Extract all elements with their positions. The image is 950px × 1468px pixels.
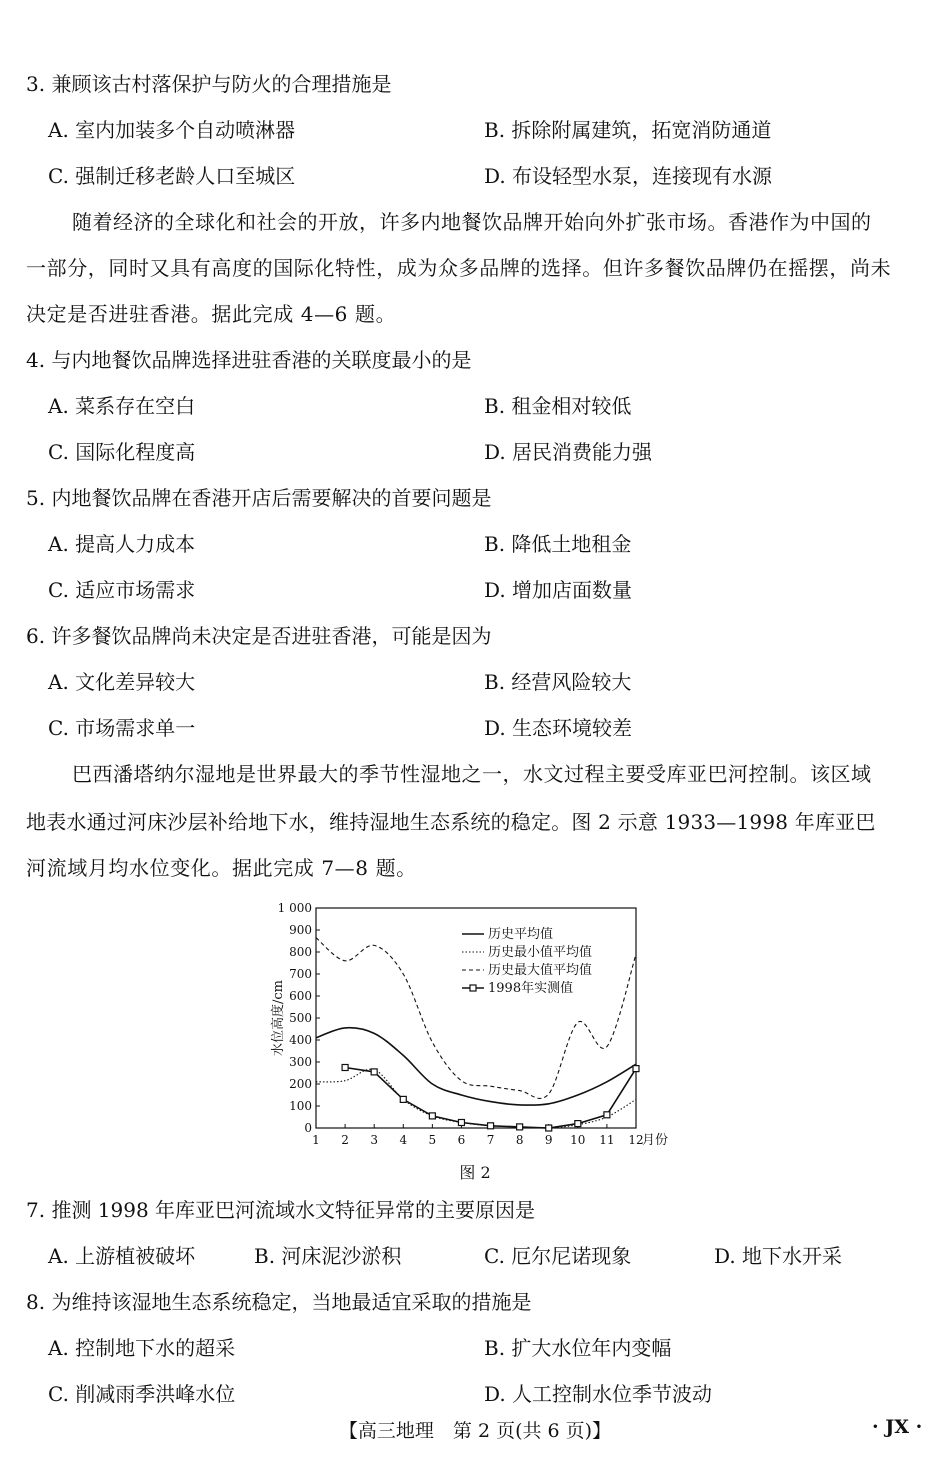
y-axis-label: 水位高度/cm [271,980,286,1056]
y-tick-label: 1 000 [277,901,312,915]
plot-frame [316,908,636,1128]
x-tick-label: 3 [370,1133,379,1147]
question-8-option-c: C. 削减雨季洪峰水位 [48,1382,236,1406]
x-tick-label: 6 [457,1133,466,1147]
question-8-option-d: D. 人工控制水位季节波动 [484,1382,713,1406]
x-tick-label: 12 [628,1133,644,1147]
page-footer: 【高三地理 第 2 页(共 6 页)】 [338,1420,612,1442]
question-3-option-c: C. 强制迁移老龄人口至城区 [48,164,296,188]
question-3-option-d: D. 布设轻型水泵，连接现有水源 [484,164,773,188]
question-6-option-c: C. 市场需求单一 [48,716,196,740]
question-3-stem: 3. 兼顾该古村落保护与防火的合理措施是 [26,72,392,96]
question-7-stem: 7. 推测 1998 年库亚巴河流域水文特征异常的主要原因是 [26,1198,536,1222]
paper-code: · JX · [872,1416,923,1438]
y-tick-label: 500 [289,1011,312,1025]
question-5-option-a: A. 提高人力成本 [48,532,196,556]
y-tick-label: 100 [289,1099,312,1113]
series-line-4 [345,1068,636,1129]
y-tick-label: 800 [289,945,312,959]
question-7-option-d: D. 地下水开采 [714,1244,843,1268]
question-6-option-d: D. 生态环境较差 [484,716,633,740]
question-4-stem: 4. 与内地餐饮品牌选择进驻香港的关联度最小的是 [26,348,472,372]
x-tick-label: 7 [486,1133,495,1147]
x-tick-label: 1 [312,1133,320,1147]
y-tick-label: 200 [289,1077,312,1091]
legend-label: 历史最大值平均值 [488,963,593,978]
passage-2-line-3: 河流域月均水位变化。据此完成 7—8 题。 [26,856,417,880]
series-point-1998 [371,1069,377,1075]
series-point-1998 [458,1120,464,1126]
series-line-1 [316,1028,636,1105]
water-level-chart [262,896,702,1156]
passage-1-line-1: 随着经济的全球化和社会的开放，许多内地餐饮品牌开始向外扩张市场。香港作为中国的 [72,210,872,234]
question-5-stem: 5. 内地餐饮品牌在香港开店后需要解决的首要问题是 [26,486,492,510]
x-tick-label: 9 [544,1133,553,1147]
question-7-option-b: B. 河床泥沙淤积 [254,1244,402,1268]
question-4-option-b: B. 租金相对较低 [484,394,632,418]
passage-2-line-1: 巴西潘塔纳尔湿地是世界最大的季节性湿地之一，水文过程主要受库亚巴河控制。该区域 [72,762,872,786]
x-tick-label: 2 [341,1133,349,1147]
question-3-option-a: A. 室内加装多个自动喷淋器 [48,118,296,142]
y-tick-label: 400 [289,1033,312,1047]
question-8-option-a: A. 控制地下水的超采 [48,1336,236,1360]
question-4-option-d: D. 居民消费能力强 [484,440,653,464]
series-line-3 [316,938,636,1099]
question-4-option-c: C. 国际化程度高 [48,440,196,464]
question-6-option-b: B. 经营风险较大 [484,670,632,694]
series-point-1998 [604,1112,610,1118]
question-5-option-b: B. 降低土地租金 [484,532,632,556]
question-5-option-d: D. 增加店面数量 [484,578,633,602]
question-8-stem: 8. 为维持该湿地生态系统稳定，当地最适宜采取的措施是 [26,1290,532,1314]
question-7-option-a: A. 上游植被破坏 [48,1244,196,1268]
x-tick-label: 5 [428,1133,437,1147]
legend-marker [470,985,476,991]
x-axis-label: 月份 [642,1133,669,1148]
figure-caption: 图 2 [459,1163,491,1182]
question-8-option-b: B. 扩大水位年内变幅 [484,1336,672,1360]
question-5-option-c: C. 适应市场需求 [48,578,196,602]
x-tick-label: 11 [599,1133,615,1147]
series-point-1998 [400,1096,406,1102]
legend-label: 历史最小值平均值 [488,945,593,960]
y-tick-label: 0 [304,1121,312,1135]
y-tick-label: 900 [289,923,312,937]
passage-2-line-2: 地表水通过河床沙层补给地下水，维持湿地生态系统的稳定。图 2 示意 1933—1998 年库亚巴 [26,810,876,834]
series-point-1998 [488,1123,494,1129]
x-tick-label: 8 [515,1133,524,1147]
series-point-1998 [429,1113,435,1119]
passage-1-line-2: 一部分，同时又具有高度的国际化特性，成为众多品牌的选择。但许多餐饮品牌仍在摇摆，尚未 [26,256,892,280]
legend-label: 历史平均值 [488,927,554,942]
question-7-option-c: C. 厄尔尼诺现象 [484,1244,632,1268]
series-point-1998 [575,1121,581,1127]
question-4-option-a: A. 菜系存在空白 [48,394,196,418]
x-tick-label: 10 [570,1133,586,1147]
y-tick-label: 300 [289,1055,312,1069]
series-point-1998 [342,1065,348,1071]
question-6-stem: 6. 许多餐饮品牌尚未决定是否进驻香港，可能是因为 [26,624,492,648]
y-tick-label: 700 [289,967,312,981]
question-3-option-b: B. 拆除附属建筑，拓宽消防通道 [484,118,772,142]
x-tick-label: 4 [399,1133,408,1147]
y-tick-label: 600 [289,989,312,1003]
legend-label: 1998年实测值 [488,981,574,996]
series-point-1998 [633,1066,639,1072]
series-point-1998 [517,1124,523,1130]
passage-1-line-3: 决定是否进驻香港。据此完成 4—6 题。 [26,302,397,326]
question-6-option-a: A. 文化差异较大 [48,670,196,694]
series-point-1998 [546,1125,552,1131]
water-level-chart-svg [262,896,702,1156]
